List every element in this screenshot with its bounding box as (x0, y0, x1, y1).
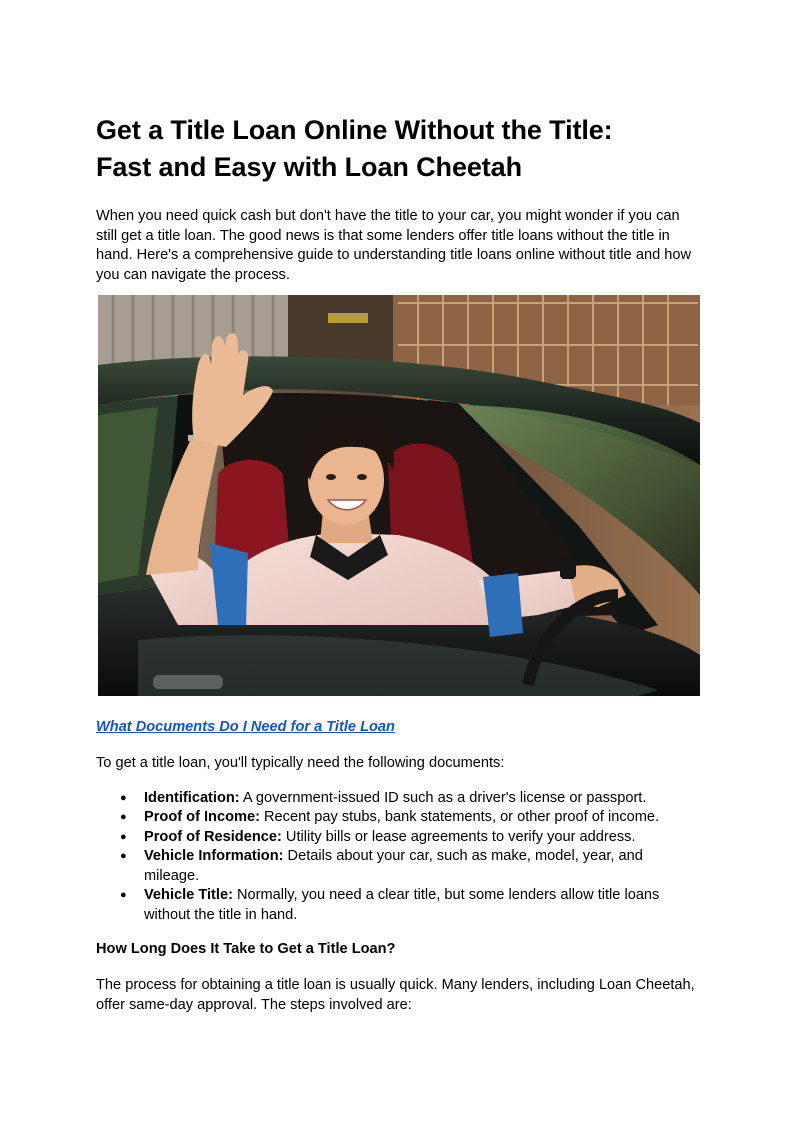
documents-intro: To get a title loan, you'll typically need the following documents: (96, 755, 505, 772)
documents-list (96, 789, 702, 926)
list-item (144, 886, 702, 925)
list-item (144, 808, 702, 828)
list-item-label: Identification: (144, 789, 240, 806)
list-item-label: Proof of Residence: (144, 828, 282, 845)
hero-image (98, 295, 700, 696)
list-item-text: Recent pay stubs, bank statements, or other proof of income. (259, 809, 660, 826)
list-item-text: Normally, you need a clear title, but some lenders allow title loans without the title in hand. (144, 887, 660, 923)
documents-link[interactable]: What Documents Do I Need for a Title Loan (96, 719, 395, 736)
page-title (96, 112, 702, 186)
title-line-1: Get a Title Loan Online Without the Title: (96, 115, 613, 145)
list-item (144, 789, 702, 809)
list-item-label: Proof of Income: (144, 809, 260, 826)
list-item-text: Utility bills or lease agreements to verify your address. (281, 828, 636, 845)
intro-paragraph: When you need quick cash but don't have the title to your car, you might wonder if you can still get a title loan. The good news is that some lenders offer title loans without the title in hand. Here's a comprehensive guide to understanding title loans online without title and how you can navigate the process. (96, 208, 692, 283)
list-item-label: Vehicle Title: (144, 887, 233, 904)
list-item-label: Vehicle Information: (144, 848, 284, 865)
how-long-paragraph: The process for obtaining a title loan is usually quick. Many lenders, including Loan Cheetah, offer same-day approval. The steps involved are: (96, 977, 695, 1014)
car-photo (98, 295, 700, 696)
title-line-2: Fast and Easy with Loan Cheetah (96, 152, 522, 182)
list-item (144, 847, 702, 886)
list-item (144, 828, 702, 848)
list-item-text: A government-issued ID such as a driver's license or passport. (239, 789, 647, 806)
document-page (96, 112, 702, 1016)
how-long-heading: How Long Does It Take to Get a Title Loan? (96, 941, 396, 958)
list-item-text: Details about your car, such as make, model, year, and mileage. (144, 848, 643, 884)
